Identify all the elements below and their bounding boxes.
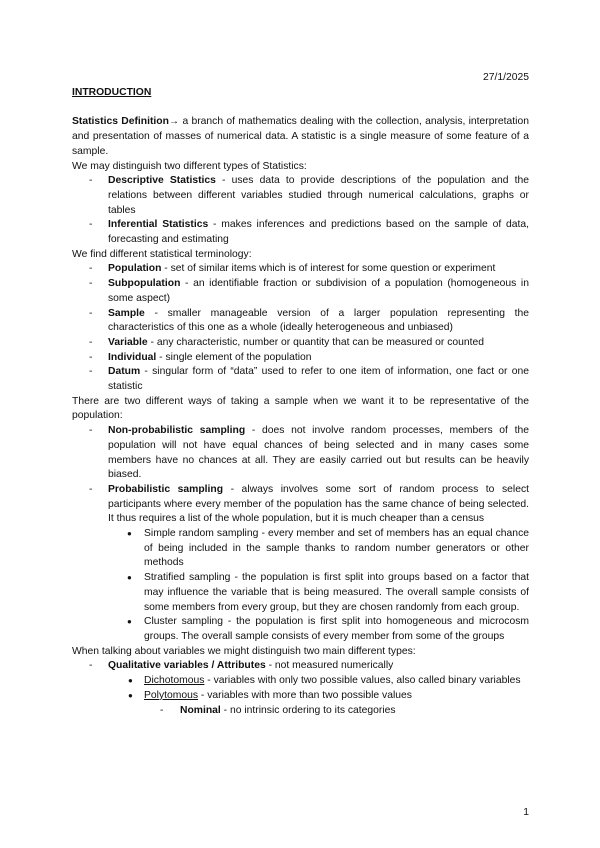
probabilistic-methods-list: [72, 527, 529, 645]
terminology-list: [72, 262, 529, 394]
list-item: ● Cluster sampling - the population is first split into homogeneous and microcosm groups. The overall sample consists of every member from some of the groups: [72, 615, 529, 644]
term-description: - single element of the population: [156, 351, 312, 363]
variables-list: [72, 659, 529, 718]
list-item: [72, 218, 529, 247]
date: 27/1/2025: [482, 72, 529, 83]
list-item: ● Stratified sampling - the population is first split into groups based on a factor that may influence the variable that is being measured. The overall sample consists of some members from every group, but they are chosen randomly from each group.: [72, 571, 529, 615]
qualitative-types-list: [108, 674, 529, 718]
list-item: [144, 704, 529, 719]
terms-intro: We find different statistical terminology:: [72, 248, 252, 260]
term-description: - uses data to provide descriptions of the population and the relations between different variables studied through numerical calculations, graphs or tables: [108, 175, 529, 216]
term-description: - singular form of “data” used to refer to one item of information, one fact or one statistic: [108, 366, 529, 393]
term-description: - an identifiable fraction or subdivision of a population (homogeneous in some aspect): [108, 278, 529, 304]
term: Population: [108, 263, 162, 275]
definition-text: a branch of mathematics dealing with the collection, analysis, interpretation and presentation of masses of numerical data. A statistic is a single measure of some feature of a sample.: [72, 116, 529, 157]
term: Polytomous: [144, 689, 199, 701]
list-item: [108, 674, 529, 689]
term-description: - any characteristic, number or quantity that can be measured or counted: [147, 336, 485, 348]
term: Subpopulation: [108, 278, 181, 290]
definition-term: Statistics Definition: [72, 116, 169, 128]
variables-intro: When talking about variables we might distinguish two main different types:: [72, 645, 416, 657]
types-intro: We may distinguish two different types of Statistics:: [72, 160, 307, 172]
term: Descriptive Statistics: [108, 175, 216, 187]
list-item: [72, 424, 529, 483]
term-description: - not measured numerically: [265, 660, 394, 672]
list-item: [72, 277, 529, 306]
sampling-intro: There are two different ways of taking a sample when we want it to be representative of the population:: [72, 395, 529, 422]
list-item: [72, 351, 529, 366]
term-description: - makes inferences and predictions based on the sample of data, forecasting and estimating: [108, 219, 530, 246]
statistics-definition: [72, 115, 529, 159]
statistics-types-list: [72, 174, 529, 248]
list-item: [72, 307, 529, 336]
term: Qualitative variables / Attributes: [108, 660, 266, 672]
term: Probabilistic sampling: [108, 483, 224, 495]
polytomous-types-list: [144, 704, 529, 719]
list-item: [72, 365, 529, 394]
term-description: - variables with only two possible values, also called binary variables: [204, 675, 521, 687]
term-description: - does not involve random processes, members of the population will not have equal chances of being selected and in many cases some members have no chances at all. They are easily carried out but results can be heavily biased.: [108, 425, 530, 481]
list-item: [72, 336, 529, 351]
arrow-icon: →: [168, 116, 180, 128]
page-number: 1: [523, 807, 529, 818]
list-item: [72, 659, 529, 718]
term-description: - variables with more than two possible values: [198, 689, 412, 701]
term: Individual: [108, 351, 157, 363]
term: Variable: [108, 336, 148, 348]
list-item: ● Simple random sampling - every member and set of members has an equal chance of being included in the sample thanks to random number generators or other methods: [72, 527, 529, 571]
term-description: - set of similar items which is of interest for some question or experiment: [161, 263, 496, 275]
term-description: - always involves some sort of random process to select participants where every member of the population has the same chance of being selected. It thus requires a list of the whole population, but it is much cheaper than a census: [108, 483, 529, 525]
list-item: [72, 262, 529, 277]
term: Dichotomous: [144, 675, 205, 687]
term-description: - smaller manageable version of a larger population representing the characteristics of this one as a whole (ideally heterogeneous and unbiased): [108, 307, 529, 334]
term: Sample: [108, 307, 145, 319]
term-description: - no intrinsic ordering to its categories: [220, 704, 396, 716]
term: Inferential Statistics: [108, 219, 209, 231]
list-item: [72, 174, 529, 218]
sampling-list: [72, 424, 529, 527]
term: Datum: [108, 366, 141, 378]
term: Nominal: [180, 704, 221, 716]
term: Non-probabilistic sampling: [108, 425, 246, 437]
section-title: INTRODUCTION: [72, 87, 152, 98]
list-item: [72, 483, 529, 527]
list-item: [108, 689, 529, 718]
